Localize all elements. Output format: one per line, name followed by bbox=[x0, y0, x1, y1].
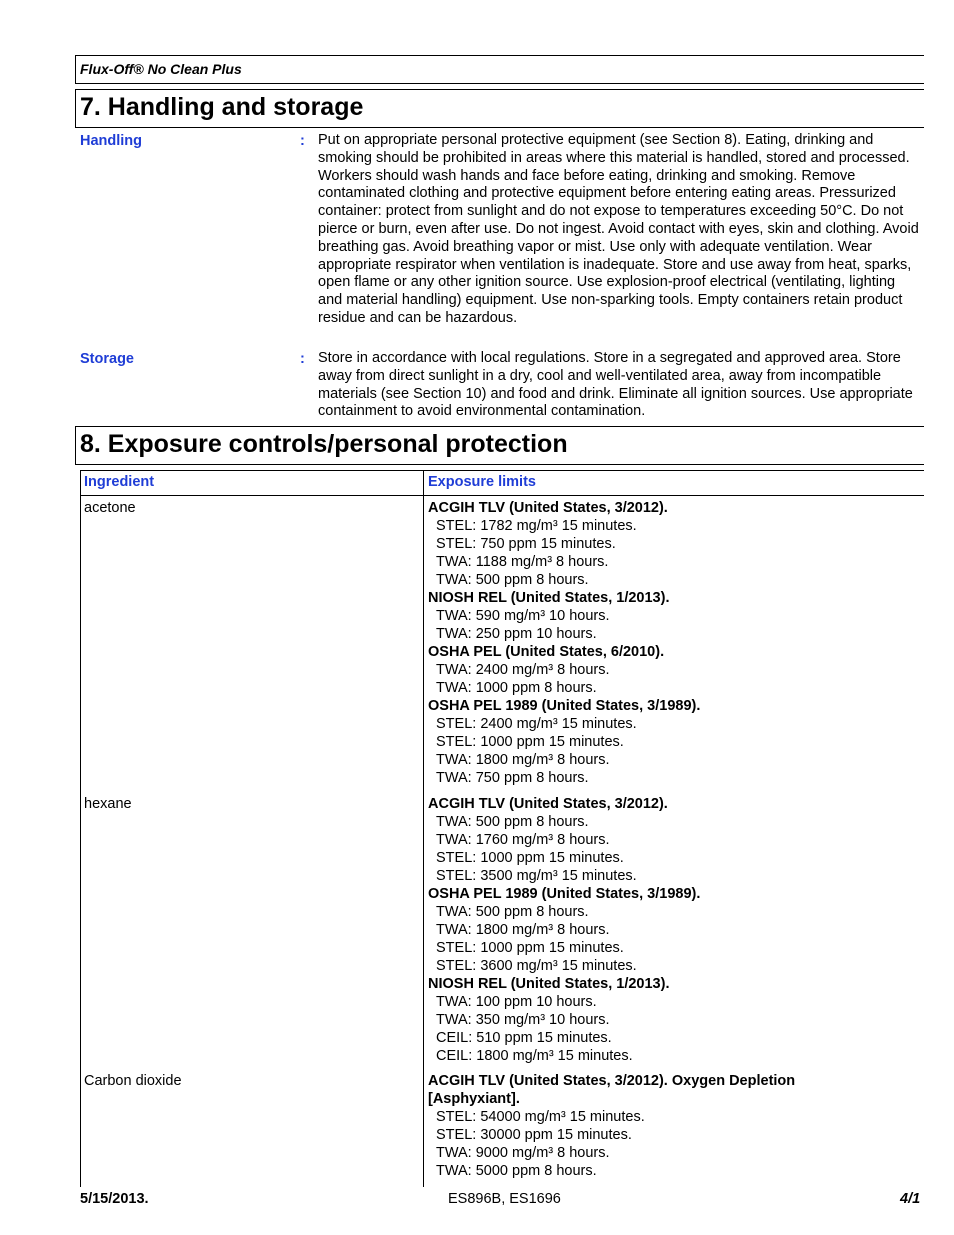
limit-value-line: TWA: 350 mg/m³ 10 hours. bbox=[436, 1012, 610, 1028]
section-7-title: 7. Handling and storage bbox=[80, 93, 364, 121]
footer-date: 5/15/2013. bbox=[80, 1191, 149, 1207]
limit-source-heading: OSHA PEL (United States, 6/2010). bbox=[428, 644, 665, 660]
limit-value-line: TWA: 500 ppm 8 hours. bbox=[436, 814, 589, 830]
exposure-limits-carbon-dioxide bbox=[428, 1072, 922, 1180]
limit-value-line: STEL: 3500 mg/m³ 15 minutes. bbox=[436, 868, 637, 884]
limit-source-heading: NIOSH REL (United States, 1/2013). bbox=[428, 976, 670, 992]
limit-value-line: TWA: 1000 ppm 8 hours. bbox=[436, 680, 597, 696]
document-header bbox=[75, 55, 924, 84]
limit-source-heading: ACGIH TLV (United States, 3/2012). Oxygen Depletion bbox=[428, 1073, 796, 1089]
ingredient-carbon-dioxide: Carbon dioxide bbox=[84, 1073, 182, 1089]
limit-value-line: TWA: 750 ppm 8 hours. bbox=[436, 770, 589, 786]
limit-value-line: STEL: 1000 ppm 15 minutes. bbox=[436, 850, 624, 866]
limit-source-heading: OSHA PEL 1989 (United States, 3/1989). bbox=[428, 698, 701, 714]
limit-source-heading: ACGIH TLV (United States, 3/2012). bbox=[428, 796, 668, 812]
limit-value-line: TWA: 500 ppm 8 hours. bbox=[436, 572, 589, 588]
limit-source-heading: OSHA PEL 1989 (United States, 3/1989). bbox=[428, 886, 701, 902]
limit-value-line: TWA: 2400 mg/m³ 8 hours. bbox=[436, 662, 610, 678]
ingredient-acetone: acetone bbox=[84, 500, 136, 516]
limit-value-line: TWA: 1800 mg/m³ 8 hours. bbox=[436, 752, 610, 768]
limit-value-line: STEL: 750 ppm 15 minutes. bbox=[436, 536, 616, 552]
limit-value-line: STEL: 54000 mg/m³ 15 minutes. bbox=[436, 1109, 645, 1125]
limit-value-line: STEL: 30000 ppm 15 minutes. bbox=[436, 1127, 632, 1143]
limit-value-line: CEIL: 510 ppm 15 minutes. bbox=[436, 1030, 612, 1046]
limit-value-line: TWA: 500 ppm 8 hours. bbox=[436, 904, 589, 920]
limit-value-line: STEL: 1000 ppm 15 minutes. bbox=[436, 734, 624, 750]
limit-value-line: TWA: 250 ppm 10 hours. bbox=[436, 626, 597, 642]
handling-label: Handling bbox=[80, 133, 143, 149]
ingredient-hexane: hexane bbox=[84, 796, 132, 812]
limit-value-line: STEL: 1000 ppm 15 minutes. bbox=[436, 940, 624, 956]
column-header-exposure-limits: Exposure limits bbox=[428, 474, 536, 490]
limit-value-line: TWA: 100 ppm 10 hours. bbox=[436, 994, 597, 1010]
footer-codes: ES896B, ES1696 bbox=[448, 1191, 561, 1207]
limit-value-line: TWA: 590 mg/m³ 10 hours. bbox=[436, 608, 610, 624]
storage-label: Storage bbox=[80, 351, 134, 367]
storage-text: Store in accordance with local regulations. Store in a segregated and approved area. Store away from direct sunlight in a dry, cool and well-ventilated area, away from incompatible materials (see Section 10) and food and drink. Eliminate all ignition sources. Use appropriate containment to avoid environmental contamination. bbox=[318, 350, 913, 420]
table-top-rule bbox=[80, 470, 924, 471]
limit-value-line: TWA: 9000 mg/m³ 8 hours. bbox=[436, 1145, 610, 1161]
limit-value-line: STEL: 3600 mg/m³ 15 minutes. bbox=[436, 958, 637, 974]
limit-value-line: TWA: 1800 mg/m³ 8 hours. bbox=[436, 922, 610, 938]
section-8-title: 8. Exposure controls/personal protection bbox=[80, 430, 568, 458]
footer-page-number: 4/1 bbox=[900, 1191, 921, 1207]
limit-source-heading: NIOSH REL (United States, 1/2013). bbox=[428, 590, 670, 606]
storage-colon: : bbox=[300, 351, 305, 367]
limit-value-line: STEL: 1782 mg/m³ 15 minutes. bbox=[436, 518, 637, 534]
exposure-limits-hexane bbox=[428, 795, 922, 1065]
handling-text: Put on appropriate personal protective equipment (see Section 8). Eating, drinking and smoking should be prohibited in areas where this material is handled, stored and processed. Workers should wash hands and face before eating, drinking and smoking. Remove contaminated clothing and protective equipment before entering eating areas. Pressurized container: protect from sunlight and do not expose to temperatures exceeding 50°C. Do not pierce or burn, even after use. Do not ingest. Avoid contact with eyes, skin and clothing. Avoid breathing gas. Avoid breathing vapor or mist. Use only with adequate ventilation. Wear appropriate respirator when ventilation is inadequate. Store and use away from heat, sparks, open flame or any other ignition source. Use explosion-proof electrical (ventilating, lighting and material handling) equipment. Use non-sparking tools. Empty containers retain product residue and can be hazardous. bbox=[318, 132, 919, 326]
product-name: Flux-Off® No Clean Plus bbox=[80, 61, 242, 77]
limit-source-heading: ACGIH TLV (United States, 3/2012). bbox=[428, 500, 668, 516]
handling-colon: : bbox=[300, 133, 305, 149]
limit-value-line: CEIL: 1800 mg/m³ 15 minutes. bbox=[436, 1048, 633, 1064]
table-left-rule bbox=[80, 470, 81, 1187]
exposure-limits-acetone bbox=[428, 499, 922, 787]
limit-value-line: TWA: 1760 mg/m³ 8 hours. bbox=[436, 832, 610, 848]
limit-value-line: STEL: 2400 mg/m³ 15 minutes. bbox=[436, 716, 637, 732]
section-8-heading bbox=[75, 426, 924, 465]
column-header-ingredient: Ingredient bbox=[84, 474, 155, 490]
table-column-rule bbox=[423, 470, 424, 1187]
limit-source-heading: [Asphyxiant]. bbox=[428, 1091, 520, 1107]
section-7-heading bbox=[75, 89, 924, 128]
table-header-rule bbox=[80, 495, 924, 496]
limit-value-line: TWA: 5000 ppm 8 hours. bbox=[436, 1163, 597, 1179]
limit-value-line: TWA: 1188 mg/m³ 8 hours. bbox=[436, 554, 609, 570]
